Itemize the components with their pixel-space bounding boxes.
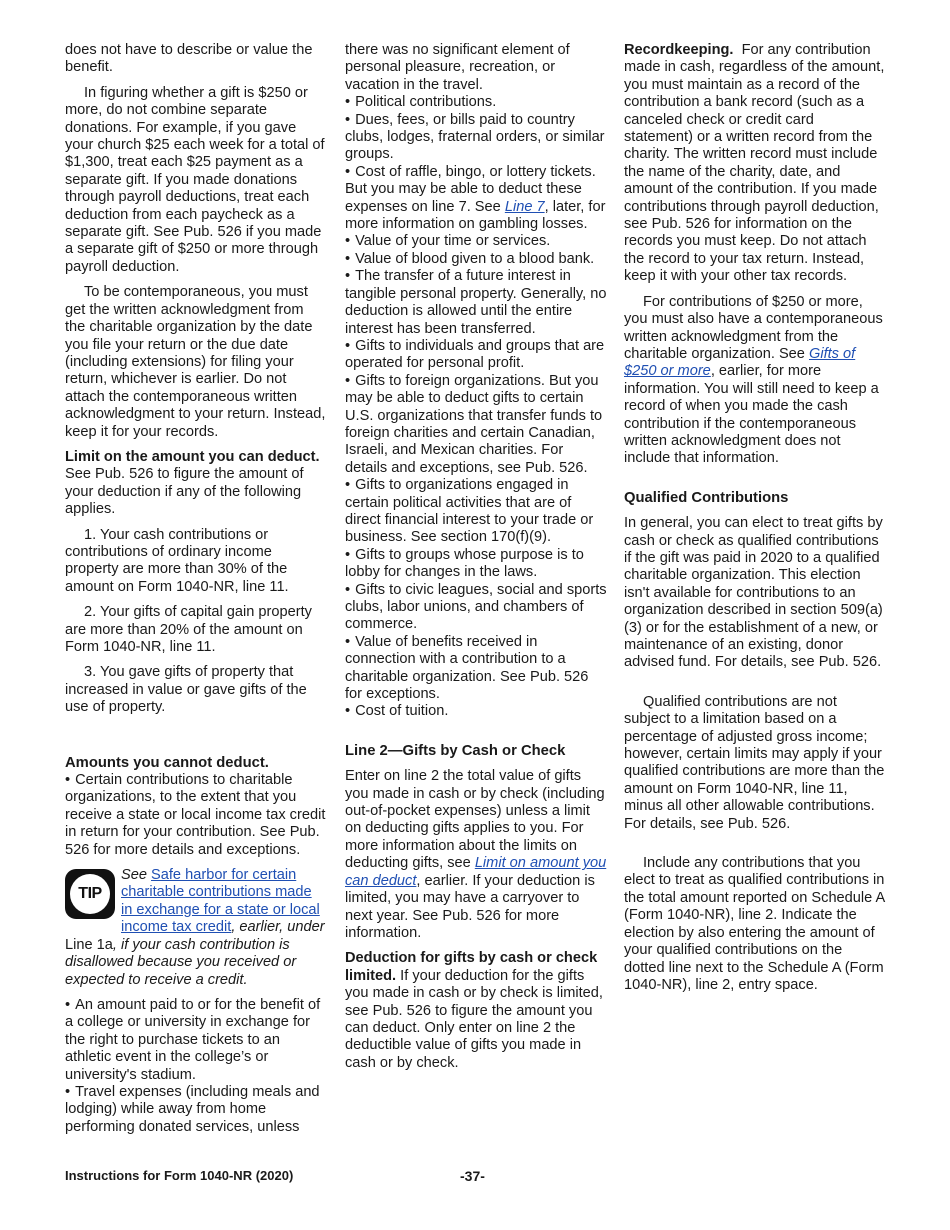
limit-section: Limit on the amount you can deduct. See Pub. 526 to figure the amount of your deduction if any of the following applies. xyxy=(65,448,320,518)
deduction-heading: Deduction for gifts by cash or check limited. xyxy=(345,950,598,984)
paragraph: does not have to describe or value the benefit. xyxy=(65,42,313,76)
limit-on-amount-link[interactable]: Limit on amount you can deduct xyxy=(345,855,607,889)
bullet-item: • The transfer of a future interest in tangible personal property. Generally, no deduction is allowed until the entire interest has been transferred. xyxy=(345,268,607,338)
bullet-item: • Political contributions. xyxy=(345,94,607,111)
bullet-item: • Value of benefits received in connection with a contribution to a charitable organization. See Pub. 526 for exceptions. xyxy=(345,634,607,704)
paragraph: In general, you can elect to treat gifts by cash or check as qualified contributions if the gift was paid in 2020 to a qualified charitable organization. This election isn't available for contributions to an organization described in section 509(a)(3) or for the establishment of a new, or maintenance of an existing, donor advised fund. For details, see Pub. 526. xyxy=(624,515,883,671)
bullet-item: • Gifts to groups whose purpose is to lobby for changes in the laws. xyxy=(345,547,607,582)
recordkeeping-section: Recordkeeping. For any contribution made in cash, regardless of the amount, you must maintain as a record of the contribution a bank record (such as a canceled check or credit card statement) or a written record from the charity. The written record must include the name of the charity, date, and amount of the contribution. If you made contributions through payroll deduction, see Pub. 526 for information on the records you must keep. Do not attach the record to your tax return. Instead, keep it with your other tax records. xyxy=(624,42,885,285)
bullet-item: • An amount paid to or for the benefit of a college or university in exchange for the right to purchase tickets to an athletic event in the college’s or university's stadium. xyxy=(65,997,327,1084)
list-item: 3. You gave gifts of property that increased in value or gave gifts of the use of property. xyxy=(65,664,307,716)
column-2 xyxy=(345,42,607,1072)
paragraph: In figuring whether a gift is $250 or more, do not combine separate donations. For example, if you gave your church $25 each week for a total of $1,300, treat each $25 payment as a separate gift. If you made donations through payroll deductions, treat each deduction from each paycheck as a separate gift. See Pub. 526 if you made a separate gift of $250 or more through payroll deduction. xyxy=(65,84,325,275)
list-item: 2. Your gifts of capital gain property are more than 20% of the amount on Form 1040-NR, line 11. xyxy=(65,604,312,655)
deduction-section: Deduction for gifts by cash or check limited. If your deduction for the gifts you made in cash or by check is limited, see Pub. 526 to figure the amount you can deduct. Only enter on line 2 the deductible value of gifts you made in cash or by check. xyxy=(345,950,603,1071)
limit-heading: Limit on the amount you can deduct. xyxy=(65,448,320,465)
bullet-item: • Value of your time or services. xyxy=(345,233,607,250)
column-1 xyxy=(65,42,327,1136)
line-7-link[interactable]: Line 7 xyxy=(504,198,545,215)
bullet-item: • Cost of raffle, bingo, or lottery tickets. But you may be able to deduct these expenses on line 7. See Line 7, later, for more information on gambling losses. xyxy=(345,164,607,234)
paragraph: To be contemporaneous, you must get the written acknowledgment from the charitable organization by the date you file your return or the due date (including extensions) for filing your return, whichever is earlier. Do not attach the contemporaneous written acknowledgment to your return. Instead, keep it for your records. xyxy=(65,284,326,440)
column-3 xyxy=(624,42,886,994)
bullet-item: • Cost of tuition. xyxy=(345,703,607,720)
paragraph: For contributions of $250 or more, you must also have a contemporaneous written acknowledgment from the charitable organization. See Gifts of $250 or more, earlier, for more information. You will still need to keep a record of when you made the cash contribution if the contemporaneous written acknowledgment does not include that information. xyxy=(624,293,883,467)
page-number: -37- xyxy=(460,1168,485,1184)
bullet-item: • Dues, fees, or bills paid to country clubs, lodges, fraternal orders, or similar groups. xyxy=(345,112,607,164)
paragraph: there was no significant element of personal pleasure, recreation, or vacation in the travel. xyxy=(345,42,570,93)
footer-title: Instructions for Form 1040-NR (2020) xyxy=(65,1168,294,1183)
line-2-heading: Line 2—Gifts by Cash or Check xyxy=(345,742,566,759)
safe-harbor-link[interactable]: Safe harbor for certain charitable contributions made in exchange for a state or local income tax credit xyxy=(121,867,320,936)
tip-box: TIP See Safe harbor for certain charitable contributions made in exchange for a state or local income tax credit, earlier, under Line 1a, if your cash contribution is disallowed because you received or expected to receive a credit. xyxy=(65,867,325,988)
bullet-item: • Gifts to organizations engaged in certain political activities that are of direct financial interest to your trade or business. See section 170(f)(9). xyxy=(345,477,607,547)
bullet-item: • Gifts to civic leagues, social and sports clubs, labor unions, and chambers of commerce. xyxy=(345,582,607,634)
cannot-deduct-heading: Amounts you cannot deduct. xyxy=(65,754,269,771)
bullet-item: • Gifts to individuals and groups that are operated for personal profit. xyxy=(345,338,607,373)
list-item: 1. Your cash contributions or contributions of ordinary income property are more than 30% of the amount on Form 1040-NR, line 11. xyxy=(65,526,289,595)
paragraph: Qualified contributions are not subject to a limitation based on a percentage of adjusted gross income; however, certain limits may apply if your qualified contributions are more than the amount on Form 1040-NR, line 11, minus all other allowable contributions. For details, see Pub. 526. xyxy=(624,693,885,832)
gifts-250-link[interactable]: Gifts of $250 or more xyxy=(624,345,856,380)
paragraph: Enter on line 2 the total value of gifts you made in cash or by check (including out-of-pocket expenses) unless a limit on deducting gifts applies to you. For more information about the limits on deducting gifts, see Limit on amount you can deduct, earlier. If your deduction is limited, you may have a carryover to next year. See Pub. 526 for more information. xyxy=(345,768,607,941)
recordkeeping-heading: Recordkeeping. xyxy=(624,42,734,58)
tip-icon: TIP xyxy=(65,869,115,919)
bullet-item: • Certain contributions to charitable organizations, to the extent that you receive a state or local income tax credit in return for your contribution. See Pub. 526 for more details and exceptions. xyxy=(65,772,327,859)
bullet-item: • Travel expenses (including meals and lodging) while away from home performing donated services, unless xyxy=(65,1084,327,1136)
paragraph: Include any contributions that you elect to treat as qualified contributions in the total amount reported on Schedule A (Form 1040-NR), line 2. Indicate the election by also entering the amount of your qualified contributions on the dotted line next to the Schedule A (Form 1040-NR), line 2, entry space. xyxy=(624,855,885,993)
qualified-contributions-heading: Qualified Contributions xyxy=(624,489,789,506)
bullet-item: • Value of blood given to a blood bank. xyxy=(345,251,607,268)
bullet-item: • Gifts to foreign organizations. But you may be able to deduct gifts to certain U.S. organizations that transfer funds to foreign charities and certain Canadian, Israeli, and Mexican charities. For details and exceptions, see Pub. 526. xyxy=(345,373,607,477)
